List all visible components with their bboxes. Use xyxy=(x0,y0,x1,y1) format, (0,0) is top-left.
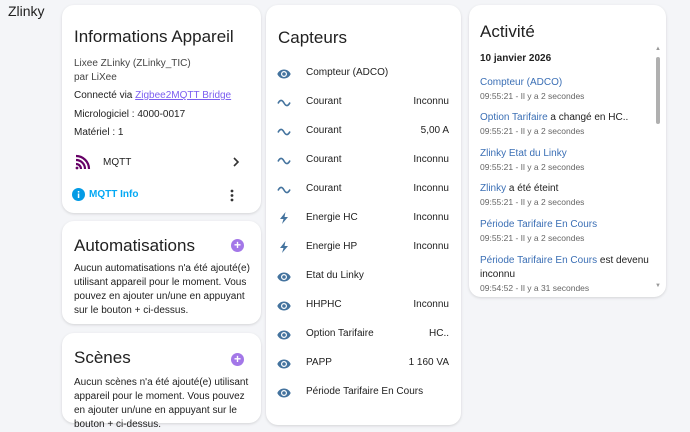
info-icon xyxy=(72,188,85,201)
activity-scrollbar-thumb[interactable] xyxy=(656,57,660,124)
scenes-empty-text: Aucun scènes n'a été ajouté(e) utilisant appareil pour le moment. Vous pouvez en ajouter un/une en appuyant sur le bouton + ci-dessus. xyxy=(74,377,249,430)
firmware-version: Micrologiciel : 4000-0017 xyxy=(74,109,186,120)
sensors-title: Capteurs xyxy=(278,28,347,47)
eye-icon xyxy=(277,385,291,399)
activity-message xyxy=(480,218,650,232)
connected-via-prefix: Connecté via xyxy=(74,90,136,101)
sensor-row[interactable] xyxy=(266,146,461,175)
activity-message xyxy=(480,254,650,282)
activity-entity-link[interactable]: Période Tarifaire En Cours xyxy=(480,219,598,230)
sensor-name: PAPP xyxy=(306,357,332,368)
activity-timestamp: 09:55:21 - Il y a 2 secondes xyxy=(480,126,585,136)
sensor-row[interactable] xyxy=(266,175,461,204)
sine-wave-icon xyxy=(277,182,291,196)
activity-entry xyxy=(480,111,650,136)
sensor-value: Inconnu xyxy=(413,299,449,310)
activity-message xyxy=(480,147,650,161)
sensor-name: Période Tarifaire En Cours xyxy=(306,386,424,397)
sensor-row[interactable] xyxy=(266,349,461,378)
device-info-card xyxy=(62,5,261,213)
mqtt-integration-row[interactable] xyxy=(62,147,261,175)
eye-icon xyxy=(277,298,291,312)
sensor-value: HC.. xyxy=(429,328,449,339)
activity-timestamp: 09:55:21 - Il y a 2 secondes xyxy=(480,233,585,243)
activity-entry xyxy=(480,76,650,101)
mqtt-info-button[interactable] xyxy=(72,188,152,204)
activity-date: 10 janvier 2026 xyxy=(480,53,552,64)
sensors-card xyxy=(266,5,461,425)
scenes-title: Scènes xyxy=(74,348,131,367)
mqtt-integration-label: MQTT xyxy=(103,157,132,168)
activity-entity-link[interactable]: Option Tarifaire xyxy=(480,112,548,123)
sensor-value: Inconnu xyxy=(413,183,449,194)
activity-timestamp: 09:55:21 - Il y a 2 secondes xyxy=(480,91,585,101)
scroll-up-arrow[interactable]: ▲ xyxy=(655,46,661,52)
mqtt-icon xyxy=(75,154,91,170)
mqtt-info-label: MQTT Info xyxy=(89,189,139,200)
sensor-name: HHPHC xyxy=(306,299,342,310)
device-manufacturer: par LiXee xyxy=(74,72,117,83)
chevron-right-icon xyxy=(232,157,240,167)
sensor-name: Courant xyxy=(306,125,342,136)
device-model: Lixee ZLinky (ZLinky_TIC) xyxy=(74,58,191,69)
activity-event-text: a été éteint xyxy=(506,183,559,194)
activity-card xyxy=(469,5,666,297)
more-vertical-icon[interactable] xyxy=(230,189,234,202)
sensor-name: Courant xyxy=(306,183,342,194)
sensor-name: Courant xyxy=(306,154,342,165)
activity-timestamp: 09:54:52 - Il y a 31 secondes xyxy=(480,283,590,293)
add-automation-button[interactable] xyxy=(231,239,244,252)
sensor-row[interactable] xyxy=(266,117,461,146)
eye-icon xyxy=(277,327,291,341)
sensor-value: 1 160 VA xyxy=(408,357,449,368)
sensor-row[interactable] xyxy=(266,88,461,117)
activity-entry xyxy=(480,182,650,207)
activity-entity-link[interactable]: Compteur (ADCO) xyxy=(480,77,563,88)
sensor-value: Inconnu xyxy=(413,96,449,107)
activity-message xyxy=(480,76,650,90)
sensor-row[interactable] xyxy=(266,291,461,320)
sensor-name: Option Tarifaire xyxy=(306,328,374,339)
sensor-value: Inconnu xyxy=(413,212,449,223)
lightning-icon xyxy=(277,240,291,254)
connected-via xyxy=(74,90,231,101)
sensor-name: Energie HC xyxy=(306,212,358,223)
activity-entry xyxy=(480,254,650,293)
lightning-icon xyxy=(277,211,291,225)
activity-entry xyxy=(480,218,650,243)
plus-icon: + xyxy=(233,238,241,252)
sine-wave-icon xyxy=(277,95,291,109)
sensor-row[interactable] xyxy=(266,320,461,349)
sensor-value: Inconnu xyxy=(413,154,449,165)
sensor-name: Etat du Linky xyxy=(306,270,364,281)
add-scene-button[interactable] xyxy=(231,353,244,366)
device-info-title: Informations Appareil xyxy=(74,27,234,46)
sensor-row[interactable] xyxy=(266,204,461,233)
app-title: Zlinky xyxy=(8,3,45,19)
sensor-row[interactable] xyxy=(266,233,461,262)
eye-icon xyxy=(277,269,291,283)
activity-title: Activité xyxy=(480,22,535,41)
activity-timestamp: 09:55:21 - Il y a 2 secondes xyxy=(480,197,585,207)
eye-icon xyxy=(277,356,291,370)
sensor-name: Courant xyxy=(306,96,342,107)
sensor-value: 5,00 A xyxy=(420,125,449,136)
automations-card xyxy=(62,221,261,324)
hardware-version: Matériel : 1 xyxy=(74,127,124,138)
activity-message xyxy=(480,182,650,196)
scenes-card xyxy=(62,333,261,430)
sensor-row[interactable] xyxy=(266,378,461,407)
automations-empty-text: Aucun automatisations n'a été ajouté(e) utilisant appareil pour le moment. Vous pouvez en ajouter un/une en appuyant sur le bouton + ci-dessus. xyxy=(74,263,250,316)
activity-message xyxy=(480,111,650,125)
plus-icon: + xyxy=(233,352,241,366)
sensor-name: Energie HP xyxy=(306,241,358,252)
sine-wave-icon xyxy=(277,153,291,167)
eye-icon xyxy=(277,66,291,80)
sine-wave-icon xyxy=(277,124,291,138)
automations-title: Automatisations xyxy=(74,236,195,255)
sensor-name: Compteur (ADCO) xyxy=(306,67,389,78)
activity-event-text: est devenu inconnu xyxy=(480,255,649,280)
activity-timestamp: 09:55:21 - Il y a 2 secondes xyxy=(480,162,585,172)
sensor-value: Inconnu xyxy=(413,241,449,252)
activity-event-text: a changé en HC.. xyxy=(547,112,629,123)
sensor-row[interactable] xyxy=(266,59,461,88)
activity-entity-link[interactable]: Période Tarifaire En Cours xyxy=(480,255,598,266)
sensor-row[interactable] xyxy=(266,262,461,291)
activity-entity-link[interactable]: Zlinky xyxy=(480,183,507,194)
scroll-down-arrow[interactable]: ▼ xyxy=(655,283,661,289)
zigbee2mqtt-bridge-link[interactable]: Zigbee2MQTT Bridge xyxy=(135,90,232,101)
activity-entity-link[interactable]: Zlinky Etat du Linky xyxy=(480,148,567,159)
activity-entry xyxy=(480,147,650,172)
